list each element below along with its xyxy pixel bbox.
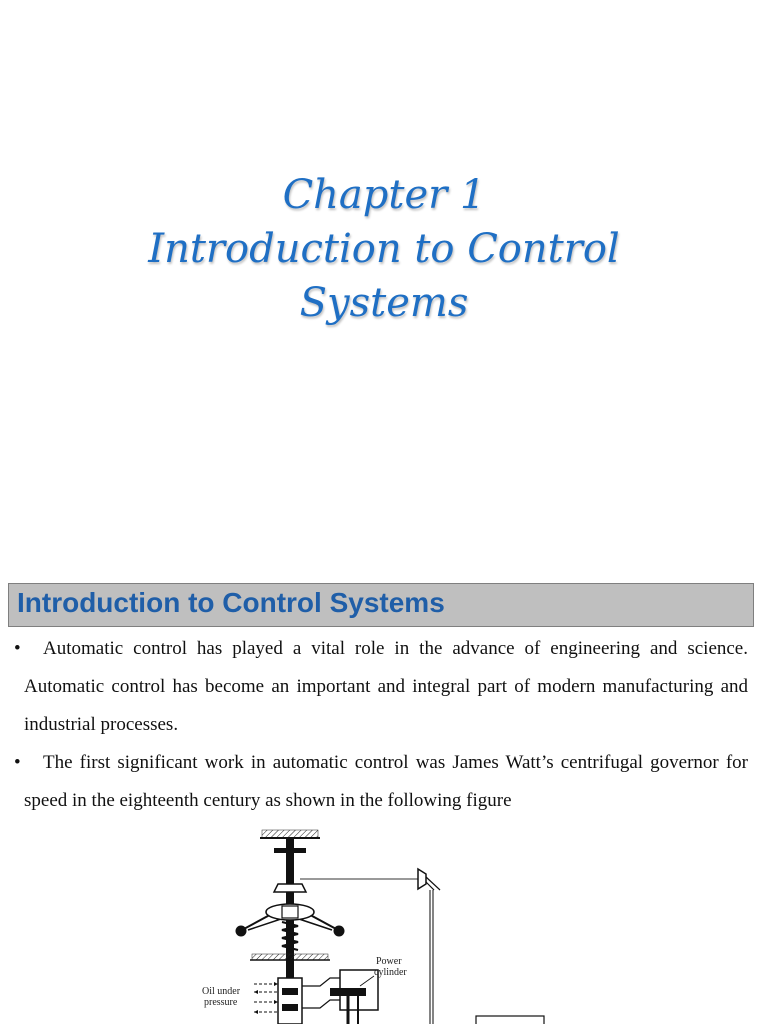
bullet-icon: • — [14, 638, 21, 659]
right-gear — [418, 869, 426, 889]
bevel-gear — [274, 884, 306, 892]
section-header-text: Introduction to Control Systems — [17, 587, 445, 618]
label-power: Power — [376, 956, 402, 967]
fly-ball-right — [334, 926, 345, 937]
fly-ball-left — [236, 926, 247, 937]
slide-title — [0, 168, 768, 330]
valve-housing — [278, 978, 302, 1024]
bullet-list — [14, 630, 748, 820]
bullet-text: The first significant work in automatic control was James Watt’s centrifugal governor for speed in the eighteenth century as shown in the following figure — [24, 752, 748, 811]
bullet-text: Automatic control has played a vital role in the advance of engineering and science. Automatic control has become an important and integral part of modern manufacturing and industrial processes. — [24, 638, 748, 735]
bullet-item — [14, 630, 748, 744]
centrifugal-governor-diagram — [190, 822, 570, 1024]
title-line-1: Chapter 1 — [282, 172, 486, 218]
label-pressure: pressure — [204, 997, 238, 1008]
label-cylinder: cylinder — [374, 967, 407, 978]
engine-box — [476, 1016, 544, 1024]
section-header — [8, 583, 754, 627]
bullet-item — [14, 744, 748, 820]
title-line-2: Introduction to Control — [148, 226, 620, 272]
ceiling-hatch — [262, 830, 318, 838]
label-oil-under: Oil under — [202, 986, 241, 997]
title-line-3: Systems — [299, 280, 469, 326]
bullet-icon: • — [14, 752, 21, 773]
